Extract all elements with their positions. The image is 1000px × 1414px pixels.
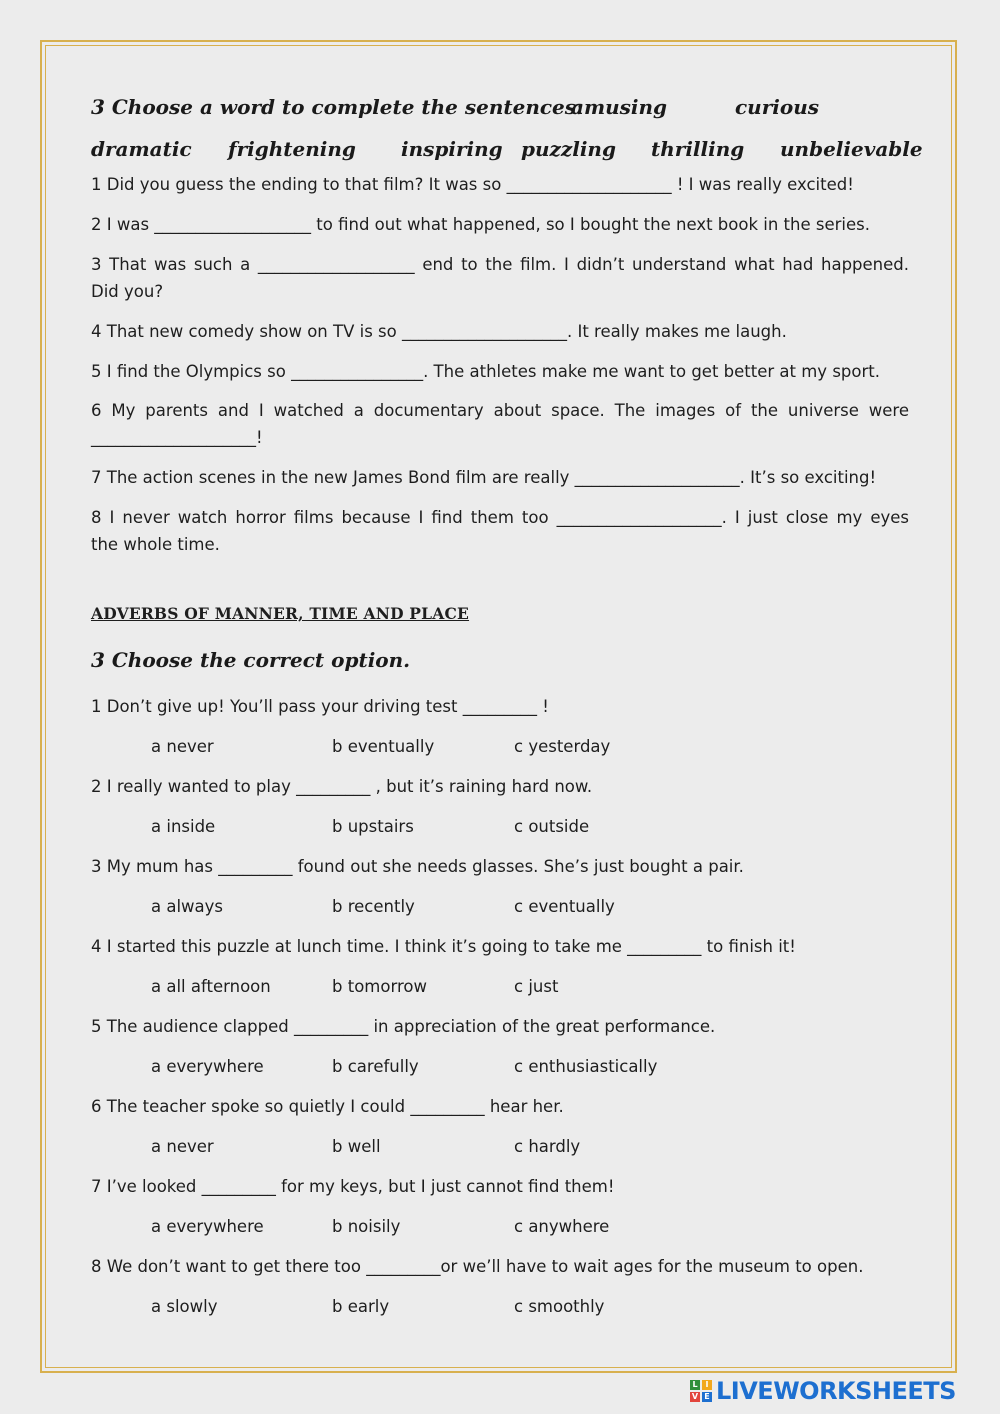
word-bank-item: frightening bbox=[228, 137, 356, 161]
sentence-6-line2: ____________________! bbox=[91, 428, 263, 447]
option-c[interactable]: c yesterday bbox=[514, 737, 611, 756]
option-c[interactable]: c smoothly bbox=[514, 1297, 605, 1316]
sentence-6-line1: 6 My parents and I watched a documentary about space. The images of the universe were bbox=[91, 401, 909, 420]
option-c[interactable]: c outside bbox=[514, 817, 590, 836]
option-c[interactable]: c anywhere bbox=[514, 1217, 610, 1236]
option-b[interactable]: b carefully bbox=[332, 1057, 419, 1076]
option-a[interactable]: a everywhere bbox=[151, 1217, 264, 1236]
section-title: ADVERBS OF MANNER, TIME AND PLACE bbox=[91, 604, 470, 623]
sentence-7: 7 The action scenes in the new James Bond film are really ____________________. It’s so exciting! bbox=[91, 468, 877, 487]
option-a[interactable]: a everywhere bbox=[151, 1057, 264, 1076]
question-3: 3 My mum has _________ found out she needs glasses. She’s just bought a pair. bbox=[91, 857, 744, 876]
option-b[interactable]: b well bbox=[332, 1137, 381, 1156]
question-8: 8 We don’t want to get there too _________or we’ll have to wait ages for the museum to open. bbox=[91, 1257, 864, 1276]
exercise1-instruction: 3 Choose a word to complete the sentences: bbox=[91, 95, 584, 119]
sentence-8-line2: the whole time. bbox=[91, 535, 220, 554]
logo-text: LIVEWORKSHEETS bbox=[716, 1377, 956, 1405]
logo-tile: I bbox=[702, 1380, 712, 1390]
exercise2-instruction: 3 Choose the correct option. bbox=[91, 648, 411, 672]
liveworksheets-logo[interactable] bbox=[690, 1376, 956, 1406]
word-bank-item: unbelievable bbox=[780, 137, 923, 161]
word-bank-item: dramatic bbox=[91, 137, 192, 161]
question-6: 6 The teacher spoke so quietly I could _________ hear her. bbox=[91, 1097, 564, 1116]
option-b[interactable]: b recently bbox=[332, 897, 415, 916]
option-c[interactable]: c hardly bbox=[514, 1137, 581, 1156]
option-a[interactable]: a never bbox=[151, 737, 214, 756]
option-b[interactable]: b early bbox=[332, 1297, 390, 1316]
option-c[interactable]: c enthusiastically bbox=[514, 1057, 658, 1076]
option-b[interactable]: b noisily bbox=[332, 1217, 401, 1236]
question-5: 5 The audience clapped _________ in appreciation of the great performance. bbox=[91, 1017, 716, 1036]
sentence-3-line1: 3 That was such a ___________________ end to the film. I didn’t understand what had happened. bbox=[91, 255, 909, 274]
word-bank-item: amusing bbox=[571, 95, 668, 119]
question-2: 2 I really wanted to play _________ , but it’s raining hard now. bbox=[91, 777, 593, 796]
logo-tiles-icon bbox=[690, 1380, 712, 1402]
logo-tile: V bbox=[691, 1392, 699, 1401]
sentence-8-line1: 8 I never watch horror films because I find them too ____________________. I just close my eyes bbox=[91, 508, 909, 527]
question-1: 1 Don’t give up! You’ll pass your driving test _________ ! bbox=[91, 697, 549, 716]
sentence-4: 4 That new comedy show on TV is so ____________________. It really makes me laugh. bbox=[91, 322, 787, 341]
option-a[interactable]: a never bbox=[151, 1137, 214, 1156]
option-a[interactable]: a always bbox=[151, 897, 224, 916]
question-7: 7 I’ve looked _________ for my keys, but I just cannot find them! bbox=[91, 1177, 615, 1196]
option-c[interactable]: c eventually bbox=[514, 897, 615, 916]
logo-tile: E bbox=[702, 1392, 712, 1402]
sentence-1: 1 Did you guess the ending to that film? It was so ____________________ ! I was really excited! bbox=[91, 175, 854, 194]
option-b[interactable]: b tomorrow bbox=[332, 977, 427, 996]
option-c[interactable]: c just bbox=[514, 977, 559, 996]
option-b[interactable]: b upstairs bbox=[332, 817, 414, 836]
option-b[interactable]: b eventually bbox=[332, 737, 435, 756]
option-a[interactable]: a inside bbox=[151, 817, 216, 836]
word-bank-item: puzzling bbox=[521, 137, 616, 161]
sentence-2: 2 I was ___________________ to find out what happened, so I bought the next book in the series. bbox=[91, 215, 870, 234]
question-4: 4 I started this puzzle at lunch time. I think it’s going to take me _________ to finish it! bbox=[91, 937, 796, 956]
option-a[interactable]: a all afternoon bbox=[151, 977, 271, 996]
option-a[interactable]: a slowly bbox=[151, 1297, 218, 1316]
word-bank-item: inspiring bbox=[401, 137, 503, 161]
logo-tile: L bbox=[690, 1380, 700, 1390]
sentence-3-line2: Did you? bbox=[91, 282, 164, 301]
word-bank-item: thrilling bbox=[651, 137, 745, 161]
word-bank-item: curious bbox=[735, 95, 819, 119]
sentence-5: 5 I find the Olympics so ________________. The athletes make me want to get better at my sport. bbox=[91, 362, 880, 381]
